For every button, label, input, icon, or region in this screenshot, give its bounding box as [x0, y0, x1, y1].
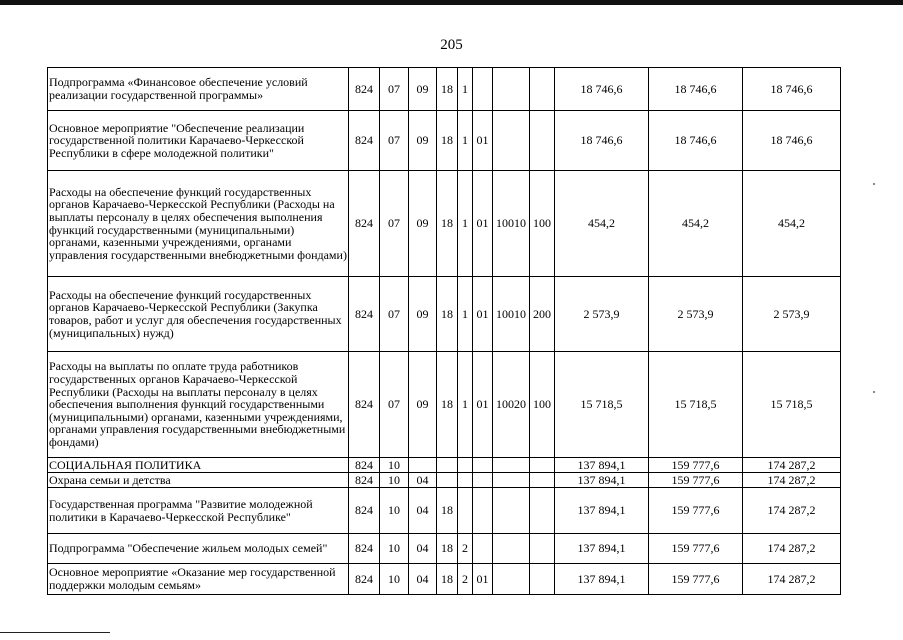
- code-cell: 1: [458, 352, 473, 458]
- scan-speck: [873, 391, 875, 393]
- code-cell: 1: [458, 277, 473, 352]
- table-row: [48, 488, 841, 534]
- row-name: Основное мероприятие "Обеспечение реализации государственной политики Карачаево-Черкесской Республики в сфере молодежной политики": [48, 111, 349, 171]
- code-cell: 04: [409, 488, 437, 534]
- code-cell: 09: [409, 277, 437, 352]
- table-row: [48, 171, 841, 277]
- code-cell: 200: [530, 277, 555, 352]
- code-cell: [437, 458, 458, 473]
- code-cell: 824: [349, 111, 380, 171]
- code-cell: 824: [349, 488, 380, 534]
- amount-cell: 174 287,2: [743, 564, 841, 595]
- row-name: СОЦИАЛЬНАЯ ПОЛИТИКА: [48, 458, 349, 473]
- amount-cell: 18 746,6: [743, 111, 841, 171]
- code-cell: 1: [458, 111, 473, 171]
- code-cell: [493, 488, 530, 534]
- code-cell: 10: [380, 488, 409, 534]
- code-cell: 10: [380, 458, 409, 473]
- code-cell: [473, 534, 493, 564]
- code-cell: [530, 488, 555, 534]
- code-cell: 18: [437, 111, 458, 171]
- code-cell: [493, 111, 530, 171]
- code-cell: 18: [437, 171, 458, 277]
- amount-cell: 2 573,9: [649, 277, 743, 352]
- code-cell: 18: [437, 488, 458, 534]
- row-name: Государственная программа "Развитие молодежной политики в Карачаево-Черкесской Республике": [48, 488, 349, 534]
- code-cell: [530, 473, 555, 488]
- code-cell: 18: [437, 564, 458, 595]
- code-cell: 01: [473, 171, 493, 277]
- code-cell: [493, 473, 530, 488]
- amount-cell: 18 746,6: [743, 68, 841, 111]
- code-cell: [409, 458, 437, 473]
- code-cell: 01: [473, 111, 493, 171]
- code-cell: 07: [380, 68, 409, 111]
- amount-cell: 18 746,6: [649, 111, 743, 171]
- code-cell: 18: [437, 534, 458, 564]
- code-cell: 824: [349, 352, 380, 458]
- code-cell: 10010: [493, 171, 530, 277]
- amount-cell: 18 746,6: [555, 68, 649, 111]
- amount-cell: 2 573,9: [555, 277, 649, 352]
- budget-table: [47, 67, 841, 595]
- table-row: [48, 458, 841, 473]
- code-cell: [458, 473, 473, 488]
- code-cell: [530, 534, 555, 564]
- code-cell: 07: [380, 352, 409, 458]
- code-cell: 10: [380, 473, 409, 488]
- code-cell: [458, 458, 473, 473]
- row-name: Основное мероприятие «Оказание мер государственной поддержки молодым семьям»: [48, 564, 349, 595]
- row-name: Охрана семьи и детства: [48, 473, 349, 488]
- table-row: [48, 564, 841, 595]
- top-border-line: [0, 0, 903, 5]
- code-cell: 09: [409, 171, 437, 277]
- table-row: [48, 473, 841, 488]
- amount-cell: 159 777,6: [649, 534, 743, 564]
- amount-cell: 2 573,9: [743, 277, 841, 352]
- row-name: Расходы на обеспечение функций государственных органов Карачаево-Черкесской Республики (Закупка товаров, работ и услуг для обеспечения государственных (муниципальных) нужд): [48, 277, 349, 352]
- amount-cell: 18 746,6: [649, 68, 743, 111]
- code-cell: 824: [349, 564, 380, 595]
- page-number: 205: [440, 37, 463, 53]
- code-cell: 824: [349, 171, 380, 277]
- row-name: Расходы на обеспечение функций государственных органов Карачаево-Черкесской Республики (Расходы на выплаты персоналу в целях обеспечения выполнения функций государственными (муниципальными) органами, казенными учреждениями, органами управления государственными внебюджетными фондами): [48, 171, 349, 277]
- amount-cell: 137 894,1: [555, 458, 649, 473]
- table-row: [48, 277, 841, 352]
- table-row: [48, 534, 841, 564]
- code-cell: [493, 68, 530, 111]
- code-cell: [473, 473, 493, 488]
- code-cell: 100: [530, 171, 555, 277]
- code-cell: 18: [437, 277, 458, 352]
- code-cell: 2: [458, 564, 473, 595]
- amount-cell: 159 777,6: [649, 458, 743, 473]
- amount-cell: 174 287,2: [743, 458, 841, 473]
- code-cell: 01: [473, 352, 493, 458]
- scan-speck: [873, 183, 875, 185]
- code-cell: 18: [437, 68, 458, 111]
- code-cell: 07: [380, 111, 409, 171]
- code-cell: 824: [349, 458, 380, 473]
- code-cell: [473, 458, 493, 473]
- bottom-rule: [0, 632, 110, 633]
- code-cell: 01: [473, 564, 493, 595]
- code-cell: 04: [409, 473, 437, 488]
- code-cell: [473, 488, 493, 534]
- code-cell: 04: [409, 564, 437, 595]
- amount-cell: 15 718,5: [743, 352, 841, 458]
- code-cell: [493, 458, 530, 473]
- table-body: [48, 68, 841, 595]
- code-cell: [530, 111, 555, 171]
- amount-cell: 174 287,2: [743, 534, 841, 564]
- amount-cell: 454,2: [649, 171, 743, 277]
- code-cell: 07: [380, 277, 409, 352]
- row-name: Подпрограмма "Обеспечение жильем молодых семей": [48, 534, 349, 564]
- code-cell: [437, 473, 458, 488]
- amount-cell: 137 894,1: [555, 564, 649, 595]
- table-row: [48, 68, 841, 111]
- code-cell: 09: [409, 352, 437, 458]
- code-cell: [493, 534, 530, 564]
- amount-cell: 159 777,6: [649, 564, 743, 595]
- code-cell: 2: [458, 534, 473, 564]
- code-cell: 1: [458, 68, 473, 111]
- code-cell: 10: [380, 564, 409, 595]
- amount-cell: 137 894,1: [555, 488, 649, 534]
- amount-cell: 137 894,1: [555, 473, 649, 488]
- code-cell: [473, 68, 493, 111]
- code-cell: 824: [349, 534, 380, 564]
- code-cell: 1: [458, 171, 473, 277]
- code-cell: 07: [380, 171, 409, 277]
- amount-cell: 15 718,5: [555, 352, 649, 458]
- code-cell: 04: [409, 534, 437, 564]
- table-row: [48, 111, 841, 171]
- code-cell: 824: [349, 68, 380, 111]
- amount-cell: 174 287,2: [743, 488, 841, 534]
- amount-cell: 454,2: [743, 171, 841, 277]
- amount-cell: 454,2: [555, 171, 649, 277]
- amount-cell: 137 894,1: [555, 534, 649, 564]
- code-cell: 100: [530, 352, 555, 458]
- code-cell: 824: [349, 277, 380, 352]
- row-name: Подпрограмма «Финансовое обеспечение условий реализации государственной программы»: [48, 68, 349, 111]
- code-cell: [458, 488, 473, 534]
- code-cell: 10020: [493, 352, 530, 458]
- row-name: Расходы на выплаты по оплате труда работников государственных органов Карачаево-Черкесской Республики (Расходы на выплаты персоналу в целях обеспечения выполнения функций государственными (муниципальными) органами, казенными учреждениями, органами управления государственными внебюджетными фондами): [48, 352, 349, 458]
- code-cell: [493, 564, 530, 595]
- amount-cell: 159 777,6: [649, 488, 743, 534]
- amount-cell: 18 746,6: [555, 111, 649, 171]
- code-cell: [530, 68, 555, 111]
- table-row: [48, 352, 841, 458]
- code-cell: [530, 564, 555, 595]
- code-cell: 09: [409, 111, 437, 171]
- amount-cell: 174 287,2: [743, 473, 841, 488]
- amount-cell: 159 777,6: [649, 473, 743, 488]
- code-cell: 10: [380, 534, 409, 564]
- code-cell: 18: [437, 352, 458, 458]
- amount-cell: 15 718,5: [649, 352, 743, 458]
- code-cell: [530, 458, 555, 473]
- code-cell: 824: [349, 473, 380, 488]
- code-cell: 09: [409, 68, 437, 111]
- code-cell: 01: [473, 277, 493, 352]
- code-cell: 10010: [493, 277, 530, 352]
